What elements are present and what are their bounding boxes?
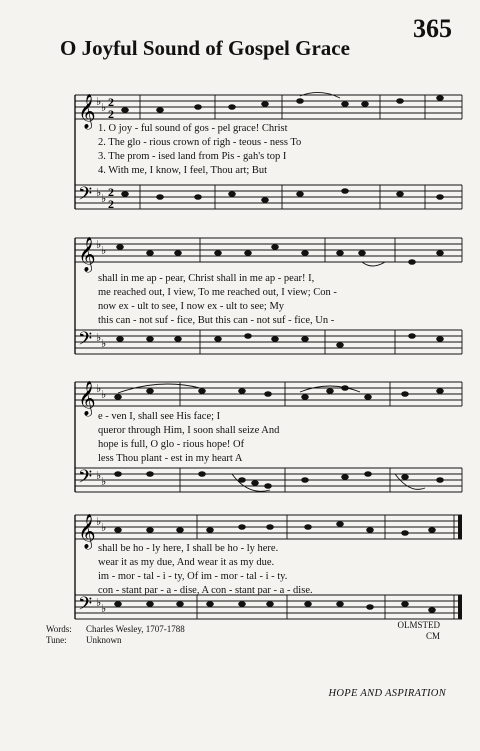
svg-text:♭: ♭ [96,383,102,395]
svg-text:𝄢: 𝄢 [78,467,93,492]
svg-text:♭: ♭ [96,96,102,108]
lyric-line: shall in me ap - pear, Christ shall in me ap - pear! I, [98,273,315,284]
lyric-line: less Thou plant - est in my heart A [98,453,243,464]
svg-text:𝄢: 𝄢 [78,329,93,354]
svg-text:2: 2 [108,185,114,199]
svg-text:♭: ♭ [96,597,102,609]
svg-text:♭: ♭ [101,102,107,114]
lyric-line: 3. The prom - ised land from Pis - gah's top I [98,151,287,162]
words-author: Charles Wesley, 1707-1788 [86,624,185,634]
tune-name-block [398,620,441,642]
svg-text:♭: ♭ [96,239,102,251]
lyric-line: now ex - ult to see, I now ex - ult to see; My [98,301,285,312]
lyrics-system-4 [98,542,458,598]
tune-label: Tune: [46,635,67,645]
lyric-line: wear it as my due, And wear it as my due. [98,557,275,568]
lyric-line: queror through Him, I soon shall seize And [98,425,280,436]
lyric-line: 4. With me, I know, I feel, Thou art; But [98,165,268,176]
svg-text:♭: ♭ [101,522,107,534]
lyric-line: e - ven I, shall see His face; I [98,411,221,422]
tune-name: OLMSTED [397,620,440,630]
svg-text:2: 2 [108,107,114,121]
svg-text:♭: ♭ [101,245,107,257]
svg-text:𝄢: 𝄢 [78,184,93,209]
lyric-line: me reached out, I view, To me reached out, I view; Con - [98,287,337,298]
lyric-line: shall be ho - ly here, I shall be ho - ly here. [98,543,279,554]
lyric-line: im - mor - tal - i - ty, Of im - mor - tal - i - ty. [98,571,288,582]
svg-text:♭: ♭ [101,603,107,615]
lyric-line: con - stant par - a - dise, A con - stant par - a - dise. [98,585,313,596]
svg-text:𝄞: 𝄞 [78,94,96,129]
lyric-line: this can - not suf - fice, But this can - not suf - fice, Un - [98,315,335,326]
words-label: Words: [46,624,72,634]
svg-text:♭: ♭ [101,338,107,350]
svg-text:♭: ♭ [96,470,102,482]
svg-text:♭: ♭ [101,476,107,488]
svg-text:♭: ♭ [101,389,107,401]
svg-text:2: 2 [108,197,114,211]
category-label: HOPE AND ASPIRATION [328,688,446,699]
hymn-title: O Joyful Sound of Gospel Grace [60,36,350,60]
meter: CM [425,631,440,641]
svg-text:𝄞: 𝄞 [78,514,96,549]
svg-text:2: 2 [108,95,114,109]
svg-text:𝄢: 𝄢 [78,594,93,619]
hymn-credits [46,624,185,646]
svg-text:♭: ♭ [101,193,107,205]
lyric-line: 2. The glo - rious crown of righ - teous - ness To [98,137,302,148]
tune-author: Unknown [86,635,122,645]
svg-text:♭: ♭ [96,516,102,528]
svg-text:♭: ♭ [96,187,102,199]
svg-text:♭: ♭ [96,332,102,344]
lyric-line: 1. O joy - ful sound of gos - pel grace! Christ [98,123,288,134]
lyric-line: hope is full, O glo - rious hope! Of [98,439,245,450]
svg-text:𝄞: 𝄞 [78,381,96,416]
svg-text:𝄞: 𝄞 [78,237,96,272]
hymn-number: 365 [413,14,452,43]
